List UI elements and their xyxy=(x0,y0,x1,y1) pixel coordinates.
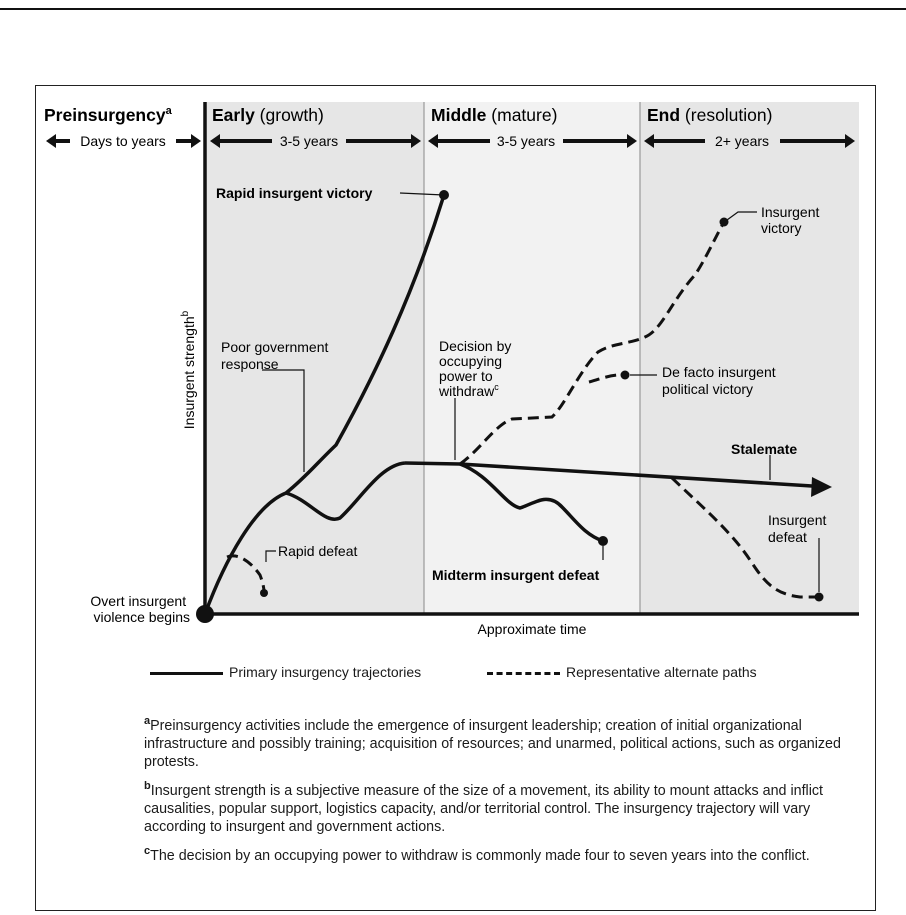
label-insurgent-defeat: Insurgent defeat xyxy=(768,512,827,545)
legend-alternate xyxy=(487,664,757,680)
y-axis-label: Insurgent strength$^b$ xyxy=(180,310,197,430)
phase-title-preinsurgency: Preinsurgency$^a$ xyxy=(44,105,172,125)
duration-label-end: 2+ years xyxy=(714,133,770,149)
duration-label-early: 3-5 years xyxy=(279,133,339,149)
label-rapid-defeat: Rapid defeat xyxy=(278,543,358,559)
footnotes xyxy=(144,712,849,870)
label-rapid-victory: Rapid insurgent victory xyxy=(216,185,373,201)
phase-title-middle: Middle (mature) xyxy=(431,105,558,125)
dot-midterm-defeat xyxy=(598,536,608,546)
footnote-c xyxy=(144,842,849,865)
dot-de-facto xyxy=(621,371,630,380)
footnote-b-marker: b xyxy=(144,779,151,792)
dot-rapid-defeat xyxy=(260,589,268,597)
legend-solid-line xyxy=(150,672,223,675)
footnote-a-text: Preinsurgency activities include the emergence of insurgent leadership; creation of initial organizational infrastructure and possibly training; acquisition of resources; and unarmed, political actions, such as organized protests. xyxy=(144,717,841,770)
phase-title-early: Early (growth) xyxy=(212,105,324,125)
footnote-b-text: Insurgent strength is a subjective measure of the size of a movement, its ability to mount attacks and inflict causalities, popular support, logistics capacity, and/or territorial control. The insurgency trajectory will vary according to insurgent and government actions. xyxy=(144,782,824,835)
label-de-facto: De facto insurgent political victory xyxy=(662,364,776,397)
x-axis-label: Approximate time xyxy=(477,621,587,637)
footnote-c-marker: c xyxy=(144,844,151,857)
legend-dashed-line xyxy=(487,672,560,675)
footnote-a-marker: a xyxy=(144,715,151,727)
phase-title-end: End (resolution) xyxy=(647,105,773,125)
label-insurgent-victory: Insurgent victory xyxy=(761,204,820,236)
end-phase-background xyxy=(640,102,859,614)
duration-label-preinsurgency: Days to years xyxy=(80,133,166,149)
footnote-c-text: The decision by an occupying power to withdraw is commonly made four to seven years into the conflict. xyxy=(150,847,810,864)
label-overt-violence: Overt insurgent violence begins xyxy=(90,593,190,625)
legend-alternate-label: Representative alternate paths xyxy=(566,664,757,680)
duration-arrow-preinsurgency xyxy=(46,133,201,149)
dot-insurgent-victory xyxy=(720,218,729,227)
legend-primary-label: Primary insurgency trajectories xyxy=(229,664,422,680)
dot-overt-violence xyxy=(196,605,214,623)
footnote-b xyxy=(144,777,849,836)
legend-primary xyxy=(150,664,421,680)
label-stalemate: Stalemate xyxy=(731,441,798,457)
label-poor-response: Poor government response xyxy=(221,339,329,372)
label-withdraw: Decision by occupying power to withdraw$^c$ xyxy=(439,338,512,399)
duration-label-middle: 3-5 years xyxy=(496,133,556,149)
label-midterm-defeat: Midterm insurgent defeat xyxy=(432,567,600,583)
footnote-a xyxy=(144,712,849,771)
dot-insurgent-defeat xyxy=(815,593,824,602)
